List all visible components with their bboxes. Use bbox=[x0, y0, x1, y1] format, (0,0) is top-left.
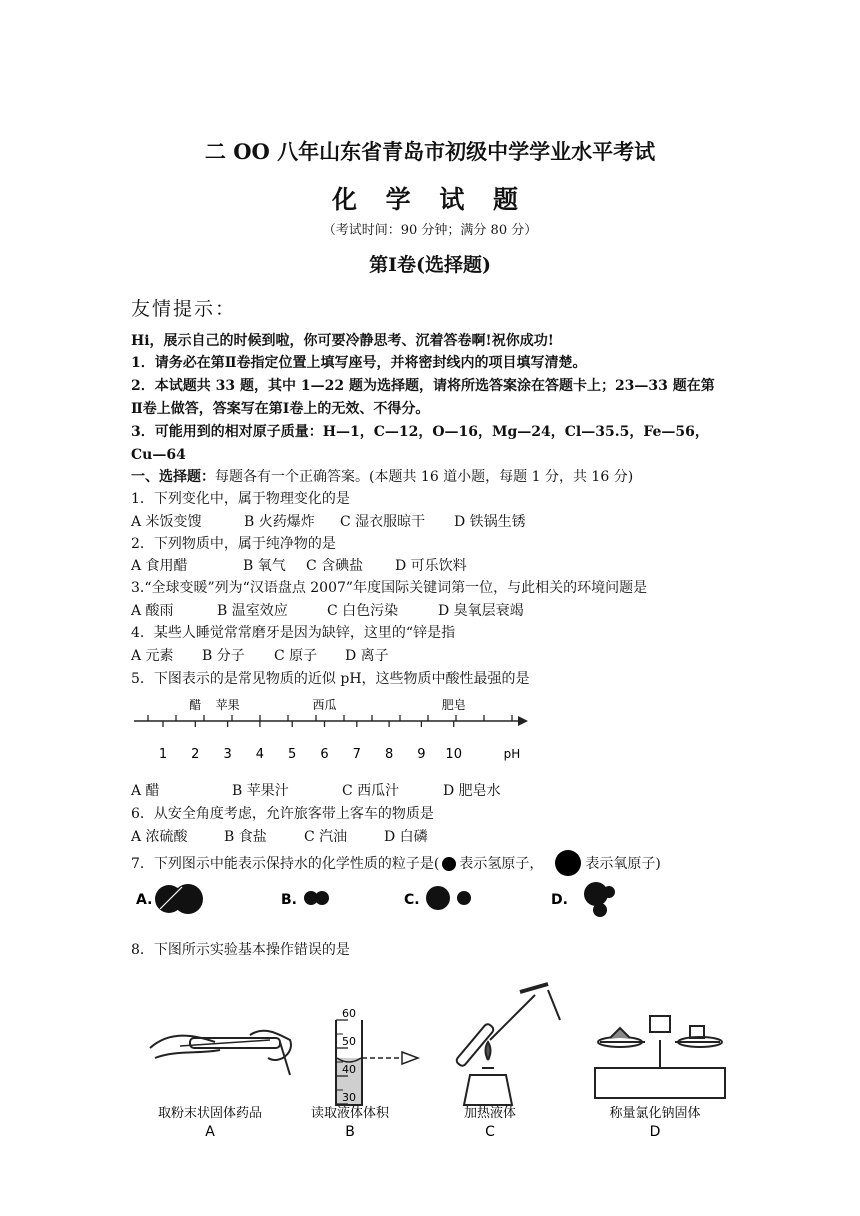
option-b: B 分子 bbox=[202, 648, 245, 664]
option-d: D 白磷 bbox=[384, 829, 428, 845]
tips-item-3b: Cu—64 bbox=[131, 447, 186, 463]
question-7-stem-middle: 表示氢原子， bbox=[459, 856, 544, 872]
lab-caption: 读取液体体积 bbox=[310, 1106, 390, 1121]
lab-letter: A bbox=[205, 1124, 215, 1140]
option-c: C 白色污染 bbox=[327, 603, 399, 619]
lab-letter: C bbox=[485, 1124, 495, 1140]
oxygen-atom bbox=[426, 886, 450, 910]
part1-instructions: 每题各有一个正确答案。(本题共 16 道小题，每题 1 分，共 16 分) bbox=[215, 469, 634, 485]
option-a: A 酸雨 bbox=[131, 603, 174, 619]
salt-pile-icon bbox=[610, 1028, 630, 1038]
question-1-stem: 1．下列变化中，属于物理变化的是 bbox=[131, 491, 350, 507]
flame-icon bbox=[486, 1042, 491, 1060]
hydrogen-atom bbox=[457, 891, 471, 905]
ph-substance-label: 肥皂 bbox=[441, 698, 466, 712]
lab-illustration-a bbox=[150, 1031, 291, 1075]
exam-title: 二 OO 八年山东省青岛市初级中学学业水平考试 bbox=[204, 139, 656, 164]
weight-icon bbox=[650, 1016, 670, 1032]
oxygen-atom bbox=[173, 884, 203, 914]
option-c: C 西瓜汁 bbox=[342, 783, 400, 799]
option-d: D 臭氧层衰竭 bbox=[438, 603, 524, 619]
cylinder-mark-label: 60 bbox=[342, 1007, 356, 1020]
question-8-stem: 8．下图所示实验基本操作错误的是 bbox=[131, 942, 350, 958]
holder-clip bbox=[548, 990, 560, 1020]
hydrogen-atom bbox=[603, 886, 615, 898]
option-a: A 米饭变馊 bbox=[131, 514, 202, 530]
molecule-option-c-label: C. bbox=[404, 892, 420, 908]
question-5-stem: 5．下图表示的是常见物质的近似 pH，这些物质中酸性最强的是 bbox=[131, 671, 530, 687]
question-5-options bbox=[131, 781, 501, 801]
ph-tick-label: 3 bbox=[223, 747, 232, 762]
option-b: B 氧气 bbox=[243, 558, 286, 574]
hydrogen-atom-legend-icon bbox=[442, 857, 456, 871]
question-1-options bbox=[131, 512, 526, 532]
lab-illustration-c bbox=[455, 984, 560, 1105]
ph-tick-label: 8 bbox=[384, 747, 394, 762]
ph-substance-label: 苹果 bbox=[215, 698, 240, 712]
ph-scale-figure bbox=[130, 692, 530, 767]
option-a: A 浓硫酸 bbox=[131, 829, 188, 845]
tips-item-1: 1．请务必在第Ⅱ卷指定位置上填写座号，并将密封线内的项目填写清楚。 bbox=[131, 355, 587, 371]
tips-item-3a: 3．可能用到的相对原子质量：H—1，C—12，O—16，Mg—24，Cl—35.5，Fe—56， bbox=[131, 424, 709, 440]
ph-tick-label: 2 bbox=[191, 747, 200, 762]
ph-tick-label: 7 bbox=[352, 747, 361, 762]
lab-illustration-b bbox=[336, 1007, 418, 1105]
molecule-option-d bbox=[584, 882, 615, 917]
hydrogen-atom bbox=[315, 891, 329, 905]
lab-letter: B bbox=[345, 1124, 355, 1140]
question-7-stem-end: 表示氧原子) bbox=[585, 856, 661, 872]
question-3-options bbox=[131, 601, 524, 621]
cylinder-mark-label: 30 bbox=[342, 1091, 356, 1104]
hand-left-fingers bbox=[155, 1050, 220, 1058]
molecule-options-figure bbox=[130, 876, 630, 926]
option-b: B 火药爆炸 bbox=[244, 514, 315, 530]
ph-tick-label: 5 bbox=[288, 747, 297, 762]
molecule-option-b-label: B. bbox=[281, 892, 297, 908]
question-7-stem-start: 7．下列图示中能表示保持水的化学性质的粒子是( bbox=[131, 856, 440, 872]
alcohol-lamp-icon bbox=[464, 1075, 512, 1105]
ph-substance-label: 西瓜 bbox=[312, 698, 337, 712]
cylinder-mark-label: 40 bbox=[342, 1063, 356, 1076]
lab-illustration-d bbox=[595, 1016, 725, 1098]
question-4-options bbox=[131, 646, 389, 666]
option-b: B 温室效应 bbox=[217, 603, 288, 619]
ph-tick-label: 4 bbox=[255, 747, 265, 762]
ph-tick-label: 9 bbox=[417, 747, 426, 762]
option-c: C 原子 bbox=[274, 648, 318, 664]
paper-trough-icon bbox=[180, 1040, 270, 1046]
option-d: D 离子 bbox=[345, 648, 389, 664]
tips-heading: 友情提示： bbox=[131, 298, 237, 320]
lab-operations-figure bbox=[130, 980, 750, 1145]
option-b: B 苹果汁 bbox=[232, 783, 289, 799]
balance-base-icon bbox=[595, 1068, 725, 1098]
option-a: A 醋 bbox=[131, 783, 160, 799]
question-6-stem: 6．从安全角度考虑，允许旅客带上客车的物质是 bbox=[131, 806, 434, 822]
exam-info: （考试时间：90 分钟；满分 80 分） bbox=[322, 223, 538, 238]
lab-caption: 加热液体 bbox=[463, 1106, 517, 1121]
ph-tick-label: 1 bbox=[158, 747, 168, 762]
lab-letter: D bbox=[649, 1124, 661, 1140]
question-2-options bbox=[131, 556, 467, 576]
part1-label: 一、选择题： bbox=[131, 469, 215, 485]
option-c: C 湿衣服晾干 bbox=[340, 514, 426, 530]
tips-item-2b: Ⅱ卷上做答，答案写在第Ⅰ卷上的无效、不得分。 bbox=[131, 401, 430, 417]
molecule-option-c bbox=[426, 886, 471, 910]
molecule-option-b bbox=[304, 891, 329, 905]
tips-item-2a: 2．本试题共 33 题，其中 1—22 题为选择题，请将所选答案涂在答题卡上；23—33 题在第 bbox=[131, 378, 715, 394]
option-d: D 可乐饮料 bbox=[395, 558, 467, 574]
oxygen-atom-legend-icon bbox=[555, 850, 581, 876]
cylinder-mark-label: 50 bbox=[342, 1035, 356, 1048]
section-title: 第Ⅰ卷(选择题) bbox=[369, 254, 491, 276]
molecule-option-d-label: D. bbox=[551, 892, 568, 908]
option-a: A 元素 bbox=[131, 648, 174, 664]
option-c: C 汽油 bbox=[304, 829, 348, 845]
question-4-stem: 4．某些人睡觉常常磨牙是因为缺锌，这里的“锌是指 bbox=[131, 625, 456, 641]
molecule-option-a-label: A. bbox=[136, 892, 153, 908]
option-a: A 食用醋 bbox=[131, 558, 188, 574]
question-3-stem: 3.“全球变暖”列为“汉语盘点 2007”年度国际关键词第一位，与此相关的环境问题是 bbox=[131, 580, 648, 596]
ph-unit-label: pH bbox=[503, 747, 521, 761]
tips-greeting: Hi，展示自己的时候到啦，你可要冷静思考、沉着答卷啊!祝你成功! bbox=[131, 333, 554, 349]
option-c: C 含碘盐 bbox=[306, 558, 364, 574]
option-b: B 食盐 bbox=[224, 829, 267, 845]
test-tube-holder-arm bbox=[490, 995, 535, 1040]
ph-tick-label: 6 bbox=[320, 747, 329, 762]
lab-caption: 称量氯化钠固体 bbox=[609, 1106, 701, 1121]
ph-substance-label: 醋 bbox=[189, 698, 202, 712]
subject-title: 化 学 试 题 bbox=[331, 185, 529, 214]
eye-icon bbox=[402, 1052, 418, 1064]
option-d: D 铁锅生锈 bbox=[454, 514, 526, 530]
ph-tick-label: 10 bbox=[445, 747, 462, 762]
lab-caption: 取粉末状固体药品 bbox=[157, 1106, 263, 1121]
part1-header bbox=[131, 467, 633, 487]
molecule-option-a bbox=[155, 884, 203, 914]
option-d: D 肥皂水 bbox=[443, 783, 501, 799]
hydrogen-atom bbox=[593, 903, 607, 917]
question-2-stem: 2．下列物质中，属于纯净物的是 bbox=[131, 536, 336, 552]
question-7-stem bbox=[131, 850, 661, 876]
test-tube-holder-handle bbox=[520, 984, 548, 992]
ph-axis-arrow bbox=[518, 716, 528, 726]
question-6-options bbox=[131, 827, 428, 847]
